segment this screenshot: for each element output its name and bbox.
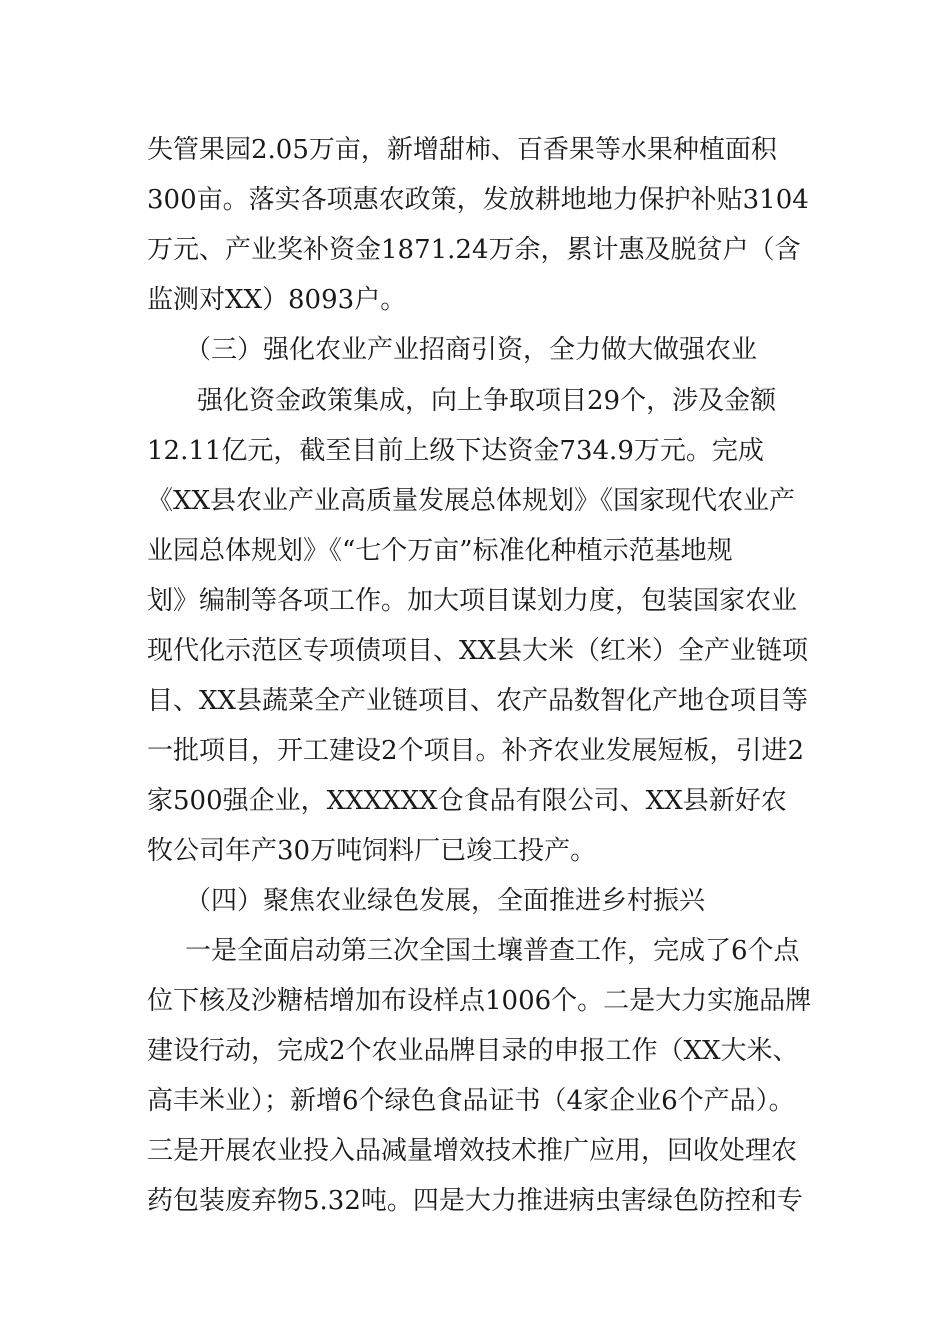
text-line: 高丰米业）；新增6个绿色食品证书（4家企业6个产品）。: [147, 1086, 795, 1116]
text-line: 一批项目，开工建设2个项目。补齐农业发展短板，引进2: [147, 736, 805, 766]
section-heading: （四）聚焦农业绿色发展，全面推进乡村振兴: [185, 886, 706, 916]
text-line: 建设行动，完成2个农业品牌目录的申报工作（XX大米、: [147, 1036, 799, 1066]
text-line: 目、XX县蔬菜全产业链项目、农产品数智化产地仓项目等: [147, 686, 809, 716]
text-line: 三是开展农业投入品减量增效技术推广应用，回收处理农: [147, 1136, 798, 1166]
text-line: 监测对XX）8093户。: [147, 285, 407, 315]
text-line: 牧公司年产30万吨饲料厂已竣工投产。: [147, 836, 597, 866]
text-line: 现代化示范区专项债项目、XX县大米（红米）全产业链项: [147, 636, 809, 666]
text-line: 家500强企业，XXXXXX仓食品有限公司、XX县新好农: [147, 786, 787, 816]
text-line: 12.11亿元，截至目前上级下达资金734.9万元。完成: [147, 436, 764, 466]
text-line: 《XX县农业产业高质量发展总体规划》《国家现代农业产: [147, 486, 796, 516]
text-line: 万元、产业奖补资金1871.24万余，累计惠及脱贫户（含: [147, 235, 801, 265]
text-line: 药包装废弃物5.32吨。四是大力推进病虫害绿色防控和专: [147, 1186, 803, 1216]
text-line: 强化资金政策集成，向上争取项目29个，涉及金额: [197, 386, 777, 416]
text-line: 失管果园2.05万亩，新增甜柿、百香果等水果种植面积: [147, 135, 777, 165]
text-line: 一是全面启动第三次全国土壤普查工作，完成了6个点: [185, 936, 800, 966]
section-heading: （三）强化农业产业招商引资，全力做大做强农业: [185, 335, 758, 365]
text-line: 位下核及沙糖桔增加布设样点1006个。二是大力实施品牌: [147, 986, 812, 1016]
text-line: 划》编制等各项工作。加大项目谋划力度，包装国家农业: [147, 586, 798, 616]
text-line: 业园总体规划》《“七个万亩”标准化种植示范基地规: [147, 536, 733, 566]
text-line: 300亩。落实各项惠农政策，发放耕地地力保护补贴3104: [147, 185, 809, 215]
